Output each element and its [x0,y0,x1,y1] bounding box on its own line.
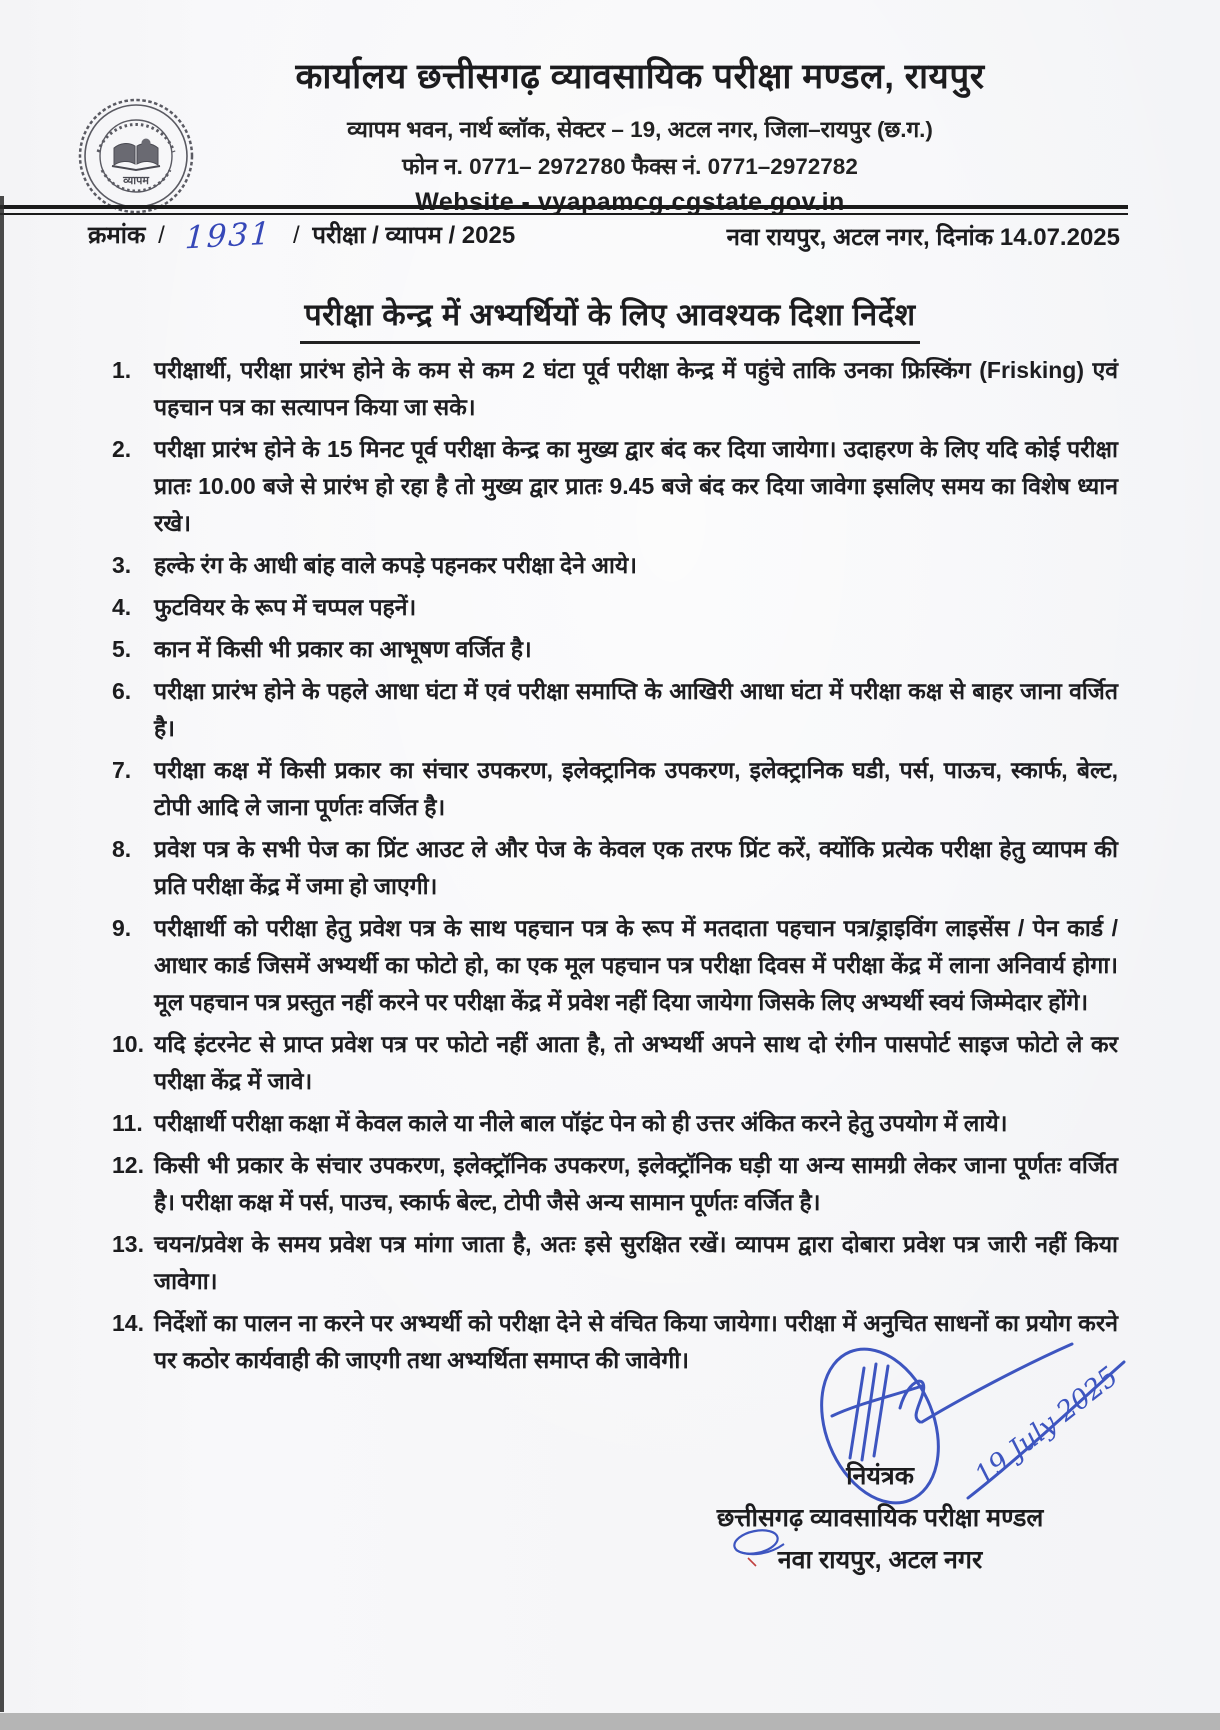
item-text: यदि इंटरनेट से प्राप्त प्रवेश पत्र पर फोटो नहीं आता है, तो अभ्यर्थी अपने साथ दो रंगीन पासपोर्ट साइज फोटो ले कर परीक्षा केंद्र में जावे। [154,1031,1118,1094]
slash: / [293,222,300,249]
item-text: परीक्षार्थी परीक्षा कक्षा में केवल काले या नीले बाल पॉइंट पेन को ही उत्तर अंकित करने हेतु उपयोग में लाये। [154,1110,1008,1136]
item-text: परीक्षार्थी, परीक्षा प्रारंभ होने के कम से कम 2 घंटा पूर्व परीक्षा केन्द्र में पहुंचे ताकि उनका फ्रिस्किंग (Frisking) एवं पहचान पत्र का सत्यापन किया जा सके। [154,357,1119,420]
item-text: निर्देशों का पालन ना करने पर अभ्यर्थी को परीक्षा देने से वंचित किया जायेगा। परीक्षा में अनुचित साधनों का प्रयोग करने पर कठोर कार्यवाही की जाएगी तथा अभ्यर्थिता समाप्त की जावेगी। [154,1310,1118,1373]
signatory-org: छत्तीसगढ़ व्यावसायिक परीक्षा मण्डल [716,1504,1044,1532]
slash: / [158,222,165,249]
item-text: कान में किसी भी प्रकार का आभूषण वर्जित है। [154,636,532,662]
item-text: परीक्षार्थी को परीक्षा हेतु प्रवेश पत्र के साथ पहचान पत्र के रूप में मतदाता पहचान पत्र/ड्राइविंग लाइसेंस / पेन कार्ड / आधार कार्ड जिसमें अभ्यर्थी का फोटो हो, का एक मूल पहचान पत्र परीक्षा दिवस में परीक्षा केंद्र में लाना अनिवार्य होगा। मूल पहचान पत्र प्रस्तुत नहीं करने पर परीक्षा केंद्र में प्रवेश नहीं दिया जायेगा जिसके लिए अभ्यर्थी स्वयं जिम्मेदार होंगे। [154,915,1118,1015]
item-number: 8. [112,836,132,862]
instructions-list [112,352,1118,1384]
item-number: 5. [112,636,132,662]
item-text: हल्के रंग के आधी बांह वाले कपड़े पहनकर परीक्षा देने आये। [154,552,637,578]
header-divider [0,205,1128,215]
place-date: नवा रायपुर, अटल नगर, दिनांक 14.07.2025 [726,224,1120,251]
item-number: 7. [112,757,132,783]
reference-label: क्रमांक [88,222,146,249]
instruction-item [112,1226,1118,1300]
item-text: चयन/प्रवेश के समय प्रवेश पत्र मांगा जाता है, अतः इसे सुरक्षित रखें। व्यापम द्वारा दोबारा प्रवेश पत्र जारी नहीं किया जावेगा। [154,1231,1118,1294]
reference-number [88,215,516,257]
item-number: 13. [112,1231,144,1257]
instruction-item [112,831,1118,905]
org-phone: फोन न. 0771– 2972780 फैक्स नं. 0771–2972782 [402,154,858,179]
item-number: 4. [112,594,132,620]
instruction-item [112,631,1118,668]
signatory-designation: नियंत्रक [846,1462,914,1490]
org-name: कार्यालय छत्तीसगढ़ व्यावसायिक परीक्षा मण्डल, रायपुर [295,57,985,96]
item-text: फुटवियर के रूप में चप्पल पहनें। [154,594,417,620]
instruction-item [112,431,1118,542]
item-text: परीक्षा प्रारंभ होने के 15 मिनट पूर्व परीक्षा केन्द्र का मुख्य द्वार बंद कर दिया जायेगा। उदाहरण के लिए यदि कोई परीक्षा प्रातः 10.00 बजे से प्रारंभ हो रहा है तो मुख्य द्वार प्रातः 9.45 बजे बंद कर दिया जावेगा इसलिए समय का विशेष ध्यान रखे। [154,436,1118,536]
item-text: किसी भी प्रकार के संचार उपकरण, इलेक्ट्रॉनिक उपकरण, इलेक्ट्रॉनिक घड़ी या अन्य सामग्री लेकर जाना पूर्णतः वर्जित है। परीक्षा कक्ष में पर्स, पाउच, स्कार्फ बेल्ट, टोपी जैसे अन्य सामान पूर्णतः वर्जित है। [154,1152,1118,1215]
seal-icon [76,96,196,216]
instruction-item [112,673,1118,747]
instruction-item [112,1105,1118,1142]
instruction-item [112,910,1118,1021]
document-title: परीक्षा केन्द्र में अभ्यर्थियों के लिए आवश्यक दिशा निर्देश [300,292,919,344]
org-address: व्यापम भवन, नार्थ ब्लॉक, सेक्टर – 19, अटल नगर, जिला–रायपुर (छ.ग.) [347,117,933,142]
item-number: 6. [112,678,132,704]
seal-label: व्यापम [123,175,149,187]
org-website: Website - vyapamcg.cgstate.gov.in [415,188,845,216]
instruction-item [112,547,1118,584]
signatory-block [640,1458,1120,1576]
signatory-place: नवा रायपुर, अटल नगर [777,1546,983,1574]
instruction-item [112,1305,1118,1379]
item-number: 14. [112,1310,144,1336]
item-text: प्रवेश पत्र के सभी पेज का प्रिंट आउट ले और पेज के केवल एक तरफ प्रिंट करें, क्योंकि प्रत्येक परीक्षा हेतु व्यापम की प्रति परीक्षा केंद्र में जमा हो जाएगी। [154,836,1118,899]
instruction-item [112,589,1118,626]
item-number: 9. [112,915,132,941]
reference-number-handwritten: 1931 [184,215,274,257]
item-number: 1. [112,357,132,383]
item-number: 11. [112,1110,143,1136]
scan-left-edge [0,196,4,1712]
item-number: 2. [112,436,132,462]
item-number: 3. [112,552,132,578]
item-text: परीक्षा प्रारंभ होने के पहले आधा घंटा में एवं परीक्षा समाप्ति के आखिरी आधा घंटा में परीक्षा कक्ष से बाहर जाना वर्जित है। [154,678,1118,741]
reference-suffix: परीक्षा / व्यापम / 2025 [312,222,516,249]
signature-date-handwritten: 19 July 2025 [969,1360,1125,1492]
instruction-item [112,752,1118,826]
item-number: 10. [112,1031,144,1057]
instruction-item [112,1026,1118,1100]
item-text: परीक्षा कक्ष में किसी प्रकार का संचार उपकरण, इलेक्ट्रानिक उपकरण, इलेक्ट्रानिक घडी, पर्स, पाऊच, स्कार्फ, बेल्ट, टोपी आदि ले जाना पूर्णतः वर्जित है। [154,757,1118,820]
scan-bottom-band [0,1713,1220,1730]
item-number: 12. [112,1152,144,1178]
instruction-item [112,1147,1118,1221]
instruction-item [112,352,1118,426]
